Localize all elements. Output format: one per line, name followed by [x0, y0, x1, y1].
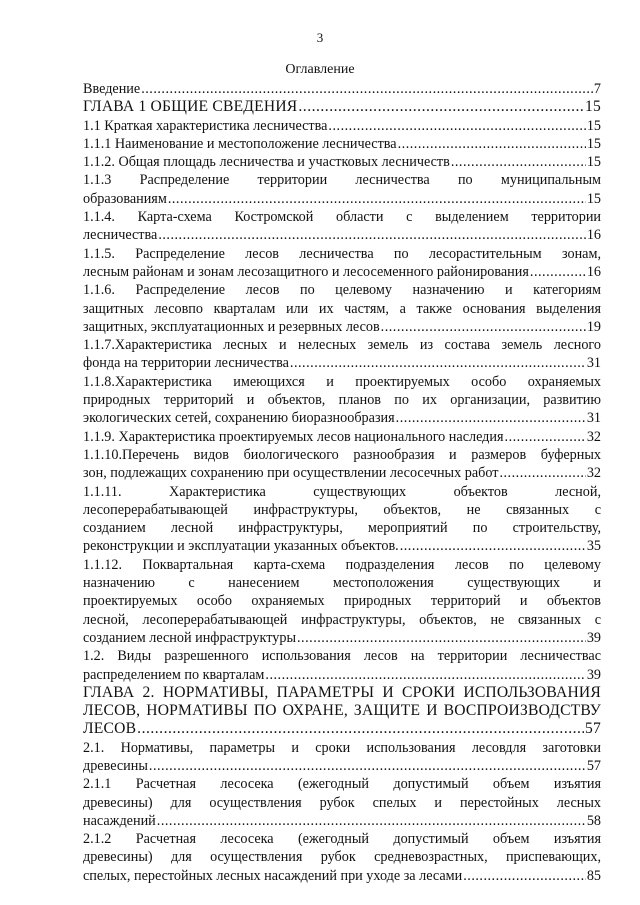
toc-entry-title: созданием лесной инфраструктуры — [83, 629, 296, 646]
toc-entry-line: 1.1.7.Характеристика лесных и нелесных земель из состава земель лесного — [83, 337, 601, 354]
toc-entry — [83, 281, 601, 336]
toc-title: Оглавление — [285, 62, 355, 77]
toc-entry-title: образованиям — [83, 190, 167, 207]
toc-entry-page: 35 — [586, 538, 601, 555]
toc-entry — [83, 135, 601, 153]
toc-entry-title: распределением по кварталам — [83, 666, 265, 683]
toc-entry — [83, 830, 601, 885]
dot-leader — [499, 464, 585, 482]
toc-entry — [83, 171, 601, 208]
toc-entry-line: 1.1.3 Распределение территории лесничества по муниципальным — [83, 172, 601, 189]
toc-entry-title: насаждений — [83, 812, 156, 829]
toc-entry — [83, 684, 601, 739]
dot-leader — [381, 318, 586, 336]
toc-entry-line: ЛЕСОВ, НОРМАТИВЫ ПО ОХРАНЕ, ЗАЩИТЕ И ВОСПРОИЗВОДСТВУ — [83, 702, 601, 720]
toc-entry — [83, 446, 601, 483]
toc-entry-title: защитных, эксплуатационных и резервных лесов — [83, 318, 380, 335]
toc-entry — [83, 153, 601, 171]
table-of-contents — [83, 80, 601, 885]
toc-entry-page: 15 — [586, 190, 601, 207]
toc-entry-page: 57 — [585, 720, 601, 738]
dot-leader — [141, 80, 593, 98]
toc-entry-title: 1.1 Краткая характеристика лесничества — [83, 117, 328, 134]
toc-entry-page: 31 — [586, 410, 601, 427]
toc-entry-page: 15 — [586, 117, 601, 134]
toc-entry — [83, 80, 601, 98]
toc-entry-line: ГЛАВА 2. НОРМАТИВЫ, ПАРАМЕТРЫ И СРОКИ ИСПОЛЬЗОВАНИЯ — [83, 683, 601, 701]
toc-entry — [83, 336, 601, 373]
toc-entry — [83, 117, 601, 135]
toc-entry — [83, 245, 601, 282]
toc-entry-line: созданием лесной инфраструктуры, мероприятий по строительству, — [83, 520, 601, 537]
toc-entry — [83, 739, 601, 776]
toc-entry — [83, 98, 601, 116]
toc-entry — [83, 775, 601, 830]
toc-entry-title: зон, подлежащих сохранению при осуществлении лесосечных работ — [83, 465, 499, 482]
toc-entry-line: древесины) для осуществления рубок средневозрастных, приспевающих, — [83, 849, 601, 866]
dot-leader — [463, 867, 586, 885]
toc-entry-title: Введение — [83, 81, 141, 97]
toc-entry-title: 1.1.1 Наименование и местоположение лесничества — [83, 135, 397, 152]
toc-entry-page: 19 — [586, 318, 601, 335]
toc-entry-page: 57 — [586, 757, 601, 774]
toc-entry-line: 1.1.10.Перечень видов биологического разнообразия и размеров буферных — [83, 446, 601, 463]
toc-entry-line: лесоперерабатывающей инфраструктуры, объектов, не связанных с — [83, 501, 601, 518]
dot-leader — [451, 153, 586, 171]
toc-entry-title: фонда на территории лесничества — [83, 355, 289, 372]
dot-leader — [149, 757, 586, 775]
toc-entry-page: 32 — [586, 465, 601, 482]
toc-entry-page: 16 — [586, 227, 601, 244]
toc-entry-title: лесничества — [83, 227, 158, 244]
toc-entry-line: 1.1.12. Поквартальная карта-схема подразделения лесов по целевому — [83, 556, 601, 573]
toc-entry-page: 31 — [586, 355, 601, 372]
toc-entry-line: древесины) для осуществления рубок спелых и перестойных лесных — [83, 794, 601, 811]
toc-entry-title: 1.1.2. Общая площадь лесничества и участковых лесничеств — [83, 154, 450, 171]
toc-entry-page: 39 — [586, 666, 601, 683]
toc-entry-title: реконструкции и эксплуатации указанных объектов. — [83, 538, 399, 555]
dot-leader — [157, 812, 586, 830]
dot-leader — [168, 190, 586, 208]
dot-leader — [398, 135, 586, 153]
toc-entry — [83, 428, 601, 446]
toc-entry-page: 15 — [585, 98, 601, 116]
toc-entry-line: 1.1.5. Распределение лесов лесничества по лесорастительным зонам, — [83, 245, 601, 262]
toc-entry-page: 58 — [586, 812, 601, 829]
toc-entry-line: проектируемых особо охраняемых природных территорий и объектов — [83, 593, 601, 610]
toc-entry-line: 1.1.4. Карта-схема Костромской области с выделением территории — [83, 209, 601, 226]
toc-entry-title: 1.1.9. Характеристика проектируемых лесов национального наследия — [83, 428, 504, 445]
dot-leader — [328, 117, 585, 135]
toc-entry-page: 16 — [586, 263, 601, 280]
toc-entry-title: ЛЕСОВ — [83, 720, 137, 738]
dot-leader — [396, 409, 586, 427]
toc-entry-page: 15 — [586, 154, 601, 171]
dot-leader — [137, 720, 584, 738]
toc-entry-line: 1.1.11. Характеристика существующих объектов лесной, — [83, 483, 601, 500]
dot-leader — [505, 428, 586, 446]
toc-entry-page: 15 — [586, 135, 601, 152]
toc-entry — [83, 208, 601, 245]
toc-entry-line: 2.1.2 Расчетная лесосека (ежегодный допустимый объем изъятия — [83, 831, 601, 848]
dot-leader — [400, 537, 586, 555]
toc-entry-page: 85 — [586, 867, 601, 884]
toc-entry-title: спелых, перестойных лесных насаждений при уходе за лесами — [83, 867, 463, 884]
toc-entry-line: лесной, лесоперерабатывающей инфраструктуры, объектов, не связанных с — [83, 611, 601, 628]
toc-entry-line: 2.1. Нормативы, параметры и сроки использования лесовдля заготовки — [83, 739, 601, 756]
toc-entry — [83, 373, 601, 428]
toc-entry-title: ГЛАВА 1 ОБЩИЕ СВЕДЕНИЯ — [83, 98, 298, 116]
page-number: 3 — [316, 30, 324, 45]
toc-entry-line: природных территорий и объектов, планов по их организации, развитию — [83, 392, 601, 409]
toc-entry — [83, 483, 601, 556]
dot-leader — [530, 263, 586, 281]
toc-entry-title: лесным районам и зонам лесозащитного и лесосеменного районирования — [83, 263, 529, 280]
toc-entry — [83, 647, 601, 684]
dot-leader — [297, 629, 586, 647]
toc-entry-line: 1.1.8.Характеристика имеющихся и проектируемых особо охраняемых — [83, 373, 601, 390]
toc-entry-line: 2.1.1 Расчетная лесосека (ежегодный допустимый объем изъятия — [83, 776, 601, 793]
toc-entry-title: древесины — [83, 757, 148, 774]
toc-entry-page: 7 — [593, 81, 601, 97]
toc-entry — [83, 556, 601, 647]
toc-entry-title: экологических сетей, сохранению биоразнообразия — [83, 410, 395, 427]
toc-entry-line: 1.2. Виды разрешенного использования лесов на территории лесничествас — [83, 648, 601, 665]
toc-entry-line: 1.1.6. Распределение лесов по целевому назначению и категориям — [83, 282, 601, 299]
dot-leader — [158, 226, 586, 244]
dot-leader — [265, 666, 585, 684]
toc-entry-page: 32 — [586, 428, 601, 445]
dot-leader — [298, 98, 584, 116]
dot-leader — [290, 354, 586, 372]
toc-entry-line: назначению с нанесением местоположения существующих и — [83, 575, 601, 592]
toc-entry-line: защитных лесовпо кварталам или их частям, а также основания выделения — [83, 300, 601, 317]
toc-entry-page: 39 — [586, 629, 601, 646]
